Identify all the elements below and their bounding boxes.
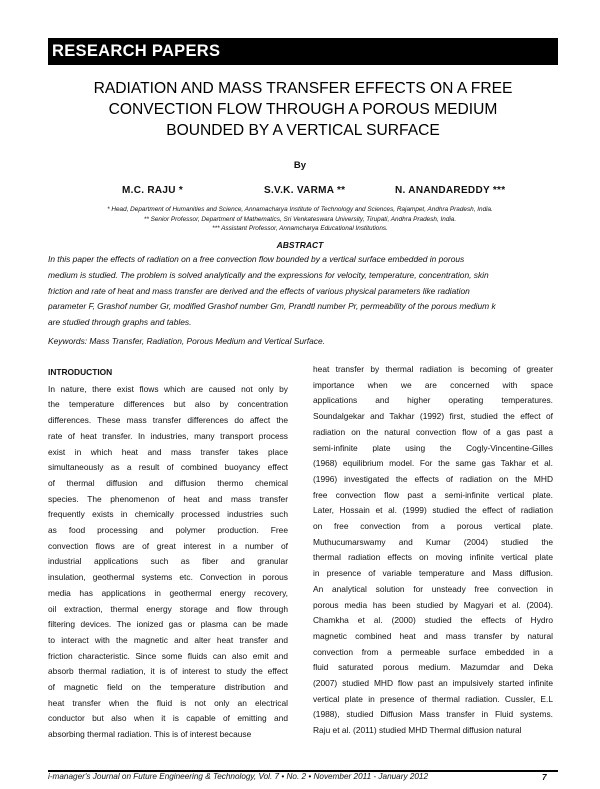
body-line: In nature, there exist flows which are caused not only by xyxy=(48,383,288,394)
paper-title xyxy=(48,78,558,141)
body-line: free convection flow past a semi-infinite vertical plate. xyxy=(313,489,553,500)
right-column xyxy=(313,362,553,739)
body-line: Chamkha et al. (2000) studied the effects of Hydro xyxy=(313,615,553,626)
body-line: semi-infinite plate using the Cogly-Vincentine-Gilles xyxy=(313,442,553,453)
by-label: By xyxy=(293,160,307,171)
body-line: (1996) investigated the effects of radiation on the MHD xyxy=(313,473,553,484)
body-line: Raju et al. (2011) studied MHD Thermal diffusion natural xyxy=(313,725,522,736)
section-banner xyxy=(48,38,558,65)
body-line: insulation, geothermal systems etc. Convection in porous xyxy=(48,572,288,583)
body-line: absorbing thermal radiation. This is of interest because xyxy=(48,729,252,740)
body-line: (1988), studied Diffusion Mass transfer in Fluid systems. xyxy=(313,709,553,720)
body-line: filtering devices. The ionized gas or plasma can be made xyxy=(48,619,288,630)
affiliation-line: * Head, Department of Humanities and Science, Annamacharya Institute of Technology and Sciences, Rajampet, Andhra Pradesh, India. xyxy=(107,206,493,213)
body-line: oil extraction, thermal energy storage and flow through xyxy=(48,603,288,614)
body-line: (1968) equilibrium model. For the same gas Takhar et al. xyxy=(313,458,553,469)
body-line: industrial applications such as fiber and granular xyxy=(48,556,288,567)
body-line: frequently exists in chemically processed industries such xyxy=(48,509,288,520)
body-line: as food processing and polymer production. Free xyxy=(48,525,288,536)
body-line: in presence of variable temperature and Mass diffusion. xyxy=(313,568,553,579)
body-line: the temperature differences but also by concentration xyxy=(48,399,288,410)
body-line: simultaneously as a result of combined buoyancy effect xyxy=(48,462,288,473)
body-line: Later, Hossain et al. (1999) studied the effect of radiation xyxy=(313,505,553,516)
affiliation-line: ** Senior Professor, Department of Mathematics, Sri Venkateswara University, Tirupati, Andhra Pradesh, India. xyxy=(143,215,457,223)
title-line: BOUNDED BY A VERTICAL SURFACE xyxy=(166,122,440,139)
body-line: conductor but also when it is capable of emitting and xyxy=(48,713,288,724)
section-heading: INTRODUCTION xyxy=(48,367,113,377)
body-line: convection flows are of great interest in a number of xyxy=(48,540,288,551)
affiliation-line: *** Assistant Professor, Annamcharya Educational Institutions. xyxy=(212,225,388,232)
body-line: species. The phenomenon of heat and mass transfer xyxy=(48,493,288,504)
keywords: Keywords: Mass Transfer, Radiation, Porous Medium and Vertical Surface. xyxy=(48,336,325,346)
abstract-line: are studied through graphs and tables. xyxy=(48,317,192,328)
abstract-line: parameter F, Grashof number Gr, modified Grashof number Gm, Prandtl number Pr, permeability of the porous medium k xyxy=(48,301,496,312)
body-line: to interact with the magnetic and alter heat transfer and xyxy=(48,634,288,645)
body-line: importance when we are concerned with space xyxy=(313,379,553,390)
body-line: exist in which heat and mass transfer takes place xyxy=(48,446,288,457)
abstract-line: friction and rate of heat and mass transfer are derived and the effects of various physical parameters like radiation xyxy=(48,285,470,296)
author-1: M.C. RAJU * xyxy=(122,185,184,196)
body-line: differences. These mass transfer differences do affect the xyxy=(48,415,288,426)
section-label: RESEARCH PAPERS xyxy=(52,42,221,60)
author-3: N. ANANDAREDDY *** xyxy=(395,185,506,196)
abstract-line: In this paper the effects of radiation on a free convection flow bounded by a vertical surface embedded in porous xyxy=(48,254,465,264)
affiliations xyxy=(0,205,600,234)
journal-footer: i-manager's Journal on Future Engineering & Technology, Vol. 7 • No. 2 • November 2011 - January 2012 xyxy=(48,772,429,781)
page-number: 7 xyxy=(542,772,547,782)
title-line: CONVECTION FLOW THROUGH A POROUS MEDIUM xyxy=(108,101,498,118)
body-line: (2007) studied MHD flow past an impulsively started infinite xyxy=(313,678,553,689)
body-line: radiation on the natural convection flow of a gas past a xyxy=(313,426,553,437)
body-line: on free convection from a porous vertical plate. xyxy=(313,521,553,532)
abstract-line: medium is studied. The problem is solved analytically and the expressions for velocity, temperature, concentration, skin xyxy=(48,269,489,280)
body-line: fluid saturated porous medium. Mazumdar and Deka xyxy=(313,662,553,673)
body-line: magnetic combined heat and mass transfer by natural xyxy=(313,630,553,641)
body-line: absorb thermal radiation, it is of interest to study the effect xyxy=(48,666,288,677)
body-line: Soundalgekar and Takhar (1992) first, studied the effect of xyxy=(313,411,553,422)
body-line: Muthucumarswamy and Kumar (2004) studied the xyxy=(313,536,553,547)
body-line: media has applications in geothermal energy recovery, xyxy=(48,587,288,598)
body-line: friction characteristic. Since some fluids can also emit and xyxy=(48,650,288,661)
body-line: applications and higher operating temperatures. xyxy=(313,395,553,406)
left-column xyxy=(48,365,288,743)
body-line: of thermal diffusion and diffusion thermo chemical xyxy=(48,477,288,488)
body-line: convection from a permeable surface embedded in a xyxy=(313,646,553,657)
abstract-heading: ABSTRACT xyxy=(276,240,324,250)
body-line: An analytical solution for unsteady free convection in xyxy=(313,583,553,594)
body-line: vertical plate in presence of thermal radiation. Cussler, E.L xyxy=(313,693,553,704)
body-line: heat transfer when the fluid is not only an electrical xyxy=(48,697,288,708)
body-line: thermal radiation effects on moving infinite vertical plate xyxy=(313,552,553,563)
body-line: heat transfer by thermal radiation is becoming of greater xyxy=(313,364,553,374)
body-line: rate of heat transfer. In industries, many transport process xyxy=(48,430,288,441)
body-line: of magnetic field on the temperature distribution and xyxy=(48,682,288,693)
author-2: S.V.K. VARMA ** xyxy=(264,185,346,196)
body-line: porous media has been studied by Magyari et al. (2004). xyxy=(313,599,553,610)
abstract-body xyxy=(48,252,558,331)
title-line: RADIATION AND MASS TRANSFER EFFECTS ON A FREE xyxy=(93,80,513,97)
